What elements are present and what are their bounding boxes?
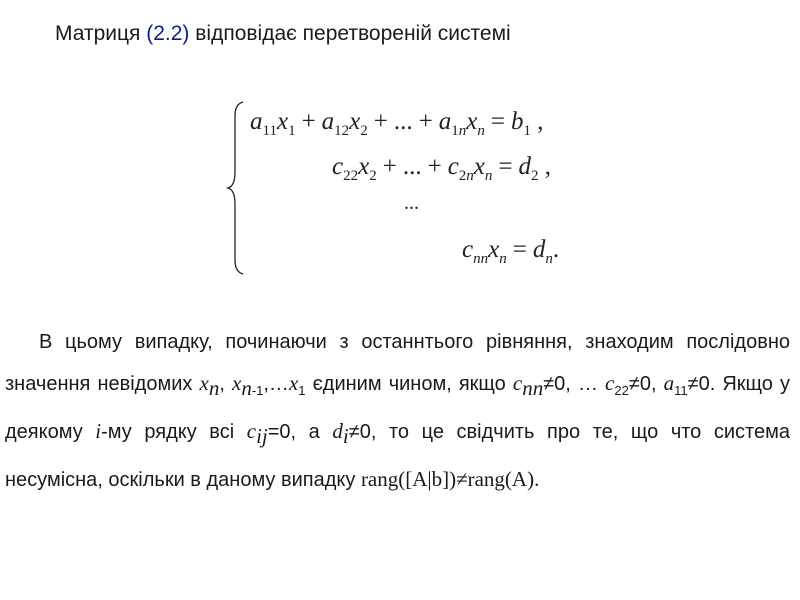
text-segment-1: В цьому випадку, починаючи з останнтього рівняння, знаходим послідовно значення невідомих: [5, 331, 790, 395]
equation-row-2: $c_{22}x_2$ + ... + $c_{2n}x_n = d_2$ ,: [332, 153, 552, 184]
equation-ellipsis: ...: [404, 192, 419, 214]
text-segment-5: =0, а: [267, 421, 333, 443]
text-segment-4: -му рядку всі: [101, 421, 247, 443]
heading: [55, 22, 511, 46]
heading-text-end: відповідає перетвореній системі: [189, 22, 511, 45]
equation-row-last: $c_{nn}x_n = d_n$.: [462, 236, 560, 267]
equation-row-1: $a_{11}x_1 + a_{12}x_2$ + ... + $a_{1n}x_n = b_1$ ,: [250, 108, 544, 139]
equation-system: [226, 100, 646, 280]
explanation-paragraph: В цьому випадку, починаючи з останнтього рівняння, знаходим послідовно значення невідомих $x_n$, $x_{n-1},\dots x_1$ єдиним чином, якщо $c_{nn}\ne 0$, … $c_{22}\ne 0$, $a_{11}\ne 0$. Якщо у деякому i-му рядку всі $c_{ij}=0$, а $d_i\ne 0$, то це свідчить про те, що что система несумісна, оскільки в даному випадку rang([A|b])≠rang(A).: [5, 331, 790, 491]
equation-reference: (2.2): [146, 22, 190, 45]
text-segment-2: єдиним чином, якщо: [312, 373, 513, 395]
text-segment-6: ≠0, то це свідчить про те, що что система несумісна, оскільки в даному випадку: [5, 421, 790, 491]
rank-expression: rang([A|b])≠rang(A).: [360, 467, 540, 491]
heading-text: Матриця: [55, 22, 147, 45]
left-brace-icon: [226, 100, 246, 276]
text-segment-3: Якщо у деякому: [5, 373, 790, 443]
